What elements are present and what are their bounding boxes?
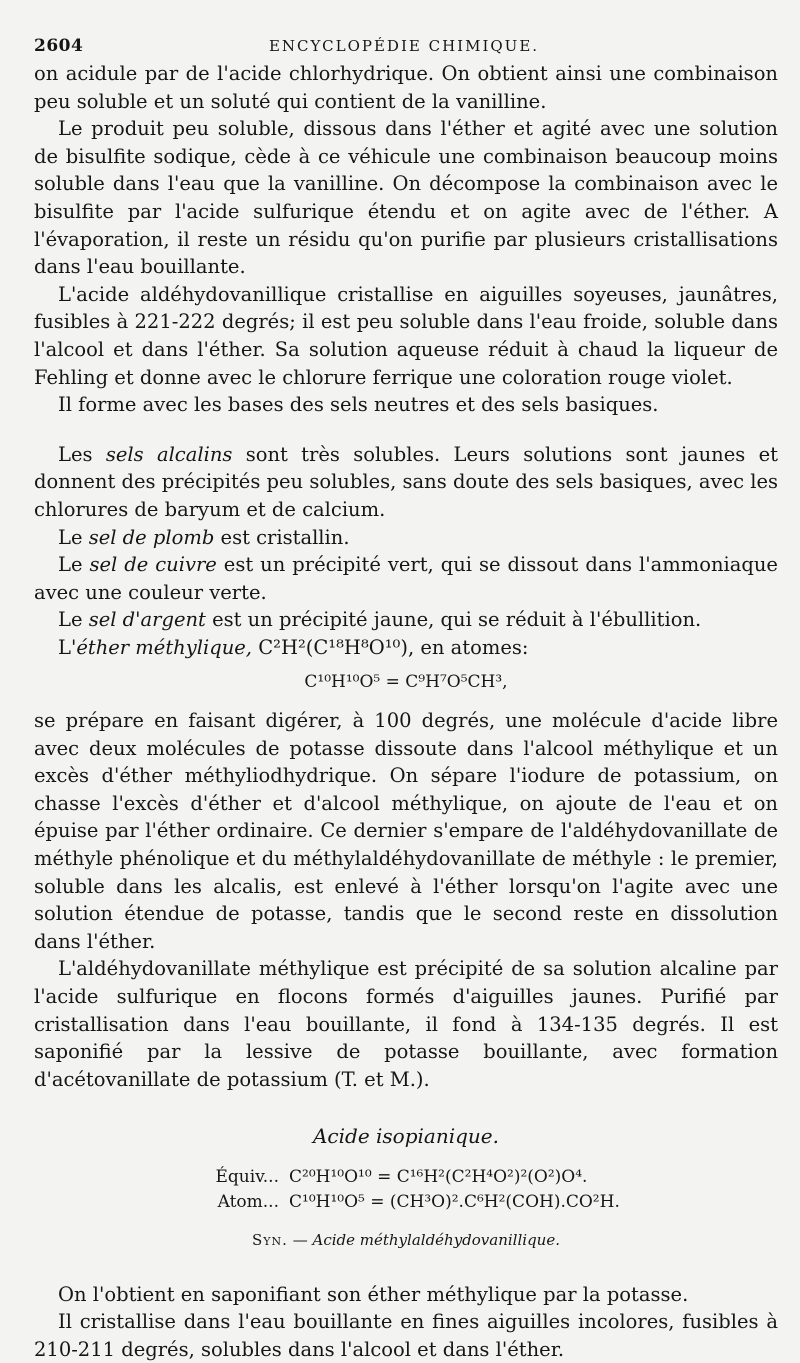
syn-dash: — — [287, 1230, 313, 1249]
salt-term: sel de cuivre — [89, 553, 217, 577]
paragraph: se prépare en faisant digérer, à 100 degrés, une molécule d'acide libre avec deux molécules de potasse dissoute dans l'alcool méthylique et un excès d'éther méthyliodhydrique. On sépare l'iodure de potassium, on chasse l'excès d'éther et d'alcool méthylique, on ajoute de l'eau et on épuise par l'éther ordinaire. Ce dernier s'empare de l'aldéhydovanillate de méthyle phénolique et du méthylaldéhydovanillate de méthyle : le premier, soluble dans les alcalis, est enlevé à l'éther lorsqu'on l'agite avec une solution étendue de potasse, tandis que le second reste en dissolution dans l'éther. — [34, 709, 778, 953]
text-run: est un précipité vert, qui se dissout dans l'ammoniaque avec une couleur verte. — [34, 553, 778, 604]
salt-cuivre-paragraph — [34, 551, 778, 606]
equiv-label: Équiv... — [215, 1166, 279, 1187]
text-run: Le — [58, 525, 89, 549]
text-run: Les — [58, 442, 106, 466]
body-text — [34, 60, 778, 1363]
formula-atom-row — [34, 1190, 778, 1215]
salt-plomb-paragraph — [34, 524, 778, 552]
synonym-line — [34, 1227, 778, 1255]
equiv-formula: C²⁰H¹⁰O¹⁰ = C¹⁶H²(C²H⁴O²)²(O²)O⁴. — [289, 1166, 588, 1187]
running-title: ENCYCLOPÉDIE CHIMIQUE. — [268, 37, 540, 55]
syn-text: Acide méthylaldéhydovanillique. — [312, 1230, 560, 1249]
salt-term: sel de plomb — [88, 525, 215, 549]
text-run: sont très solubles. Leurs solutions sont jaunes et donnent des précipités peu solubles, sans doute des sels basiques, avec les chlorures de baryum et de calcium. — [34, 442, 778, 521]
paragraph: Il forme avec les bases des sels neutres et des sels basiques. — [58, 393, 659, 417]
text-run: L' — [58, 635, 77, 659]
text-run: C²H²(C¹⁸H⁸O¹⁰), en atomes: — [252, 635, 529, 659]
page-header — [34, 36, 774, 60]
ether-paragraph — [34, 634, 778, 662]
formula-ether: C¹⁰H¹⁰O⁵ = C⁹H⁷O⁵CH³, — [304, 672, 508, 693]
paragraph: On l'obtient en saponifiant son éther méthylique par la potasse. — [58, 1282, 689, 1306]
salt-alcalins-paragraph — [34, 441, 778, 524]
paragraph: L'aldéhydovanillate méthylique est précipité de sa solution alcaline par l'acide sulfurique en flocons formés d'aiguilles jaunes. Purifié par cristallisation dans l'eau bouillante, il fond à 134-135 degrés. Il est saponifié par la lessive de potasse bouillante, avec formation d'acétovanillate de potassium (T. et M.). — [34, 957, 778, 1091]
paragraph: Le produit peu soluble, dissous dans l'éther et agité avec une solution de bisulfite sodique, cède à ce véhicule une combinaison beaucoup moins soluble dans l'eau que la vanilline. On décompose la combinaison avec le bisulfite par l'acide sulfurique étendu et on agite avec de l'éther. A l'évaporation, il reste un résidu qu'on purifie par plusieurs cristallisations dans l'eau bouillante. — [34, 117, 778, 279]
salt-argent-paragraph — [34, 606, 778, 634]
paragraph: L'acide aldéhydovanillique cristallise en aiguilles soyeuses, jaunâtres, fusibles à 221-222 degrés; il est peu soluble dans l'eau froide, soluble dans l'alcool et dans l'éther. Sa solution aqueuse réduit à chaud la liqueur de Fehling et donne avec le chlorure ferrique une coloration rouge violet. — [34, 282, 778, 389]
salt-term: sels alcalins — [105, 442, 233, 466]
salt-term: sel d'argent — [88, 608, 206, 632]
section-title: Acide isopianique. — [312, 1124, 499, 1149]
text-run: est un précipité jaune, qui se réduit à l'ébullition. — [205, 608, 702, 632]
text-run: Le — [58, 553, 90, 577]
atom-label: Atom... — [217, 1191, 279, 1212]
page-number: 2604 — [34, 36, 84, 56]
spacer — [34, 419, 778, 441]
formula-equiv-row — [34, 1165, 778, 1190]
atom-formula: C¹⁰H¹⁰O⁵ = (CH³O)².C⁶H²(COH).CO²H. — [289, 1191, 620, 1212]
paragraph: Il cristallise dans l'eau bouillante en fines aiguilles incolores, fusibles à 210-211 degrés, solubles dans l'alcool et dans l'éther. — [34, 1310, 778, 1361]
compound-term: éther méthylique, — [76, 635, 253, 659]
text-run: est cristallin. — [214, 525, 350, 549]
paragraph: on acidule par de l'acide chlorhydrique. On obtient ainsi une combinaison peu soluble et un soluté qui contient de la vanilline. — [34, 62, 778, 113]
syn-label: Syn. — [252, 1230, 288, 1249]
text-run: Le — [58, 608, 89, 632]
